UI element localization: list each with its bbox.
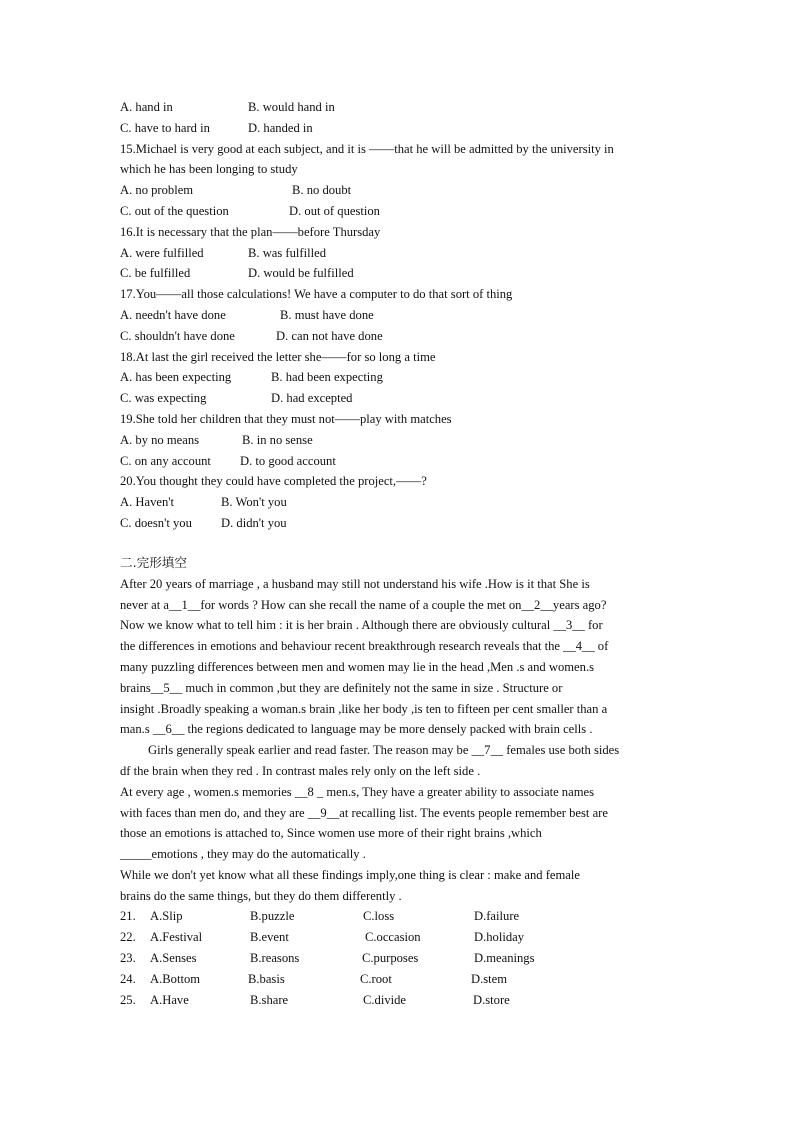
option-row — [120, 451, 680, 472]
option-row — [120, 326, 680, 347]
option-d: D. handed in — [248, 120, 313, 135]
option-c: C. on any account — [120, 453, 211, 468]
option-d: D. can not have done — [276, 328, 383, 343]
option-c: C. be fulfilled — [120, 266, 191, 281]
choice-a: A.Have — [150, 992, 189, 1007]
option-b: B. Won't you — [221, 495, 287, 510]
option-a: A. has been expecting — [120, 370, 232, 385]
option-row — [120, 97, 680, 118]
spacer — [120, 534, 680, 552]
option-row — [120, 118, 680, 139]
option-b: B. had been expecting — [271, 370, 383, 385]
choice-b: B.basis — [248, 971, 285, 986]
passage-line: Now we know what to tell him : it is her brain . Although there are obviously cultural __3__ for — [120, 618, 603, 633]
option-row — [120, 263, 680, 284]
question-18: 18.At last the girl received the letter she——for so long a time — [120, 349, 436, 364]
passage-line: While we don't yet know what all these findings imply,one thing is clear : make and female — [120, 867, 580, 882]
passage-line: insight .Broadly speaking a woman.s brain ,like her body ,is ten to fifteen per cent smaller than a — [120, 701, 608, 716]
passage-line: df the brain when they red . In contrast males rely only on the left side . — [120, 763, 481, 778]
choice-row — [120, 969, 680, 990]
option-a: A. were fulfilled — [120, 245, 204, 260]
option-c: C. shouldn't have done — [120, 328, 235, 343]
choice-a: A.Festival — [150, 930, 203, 945]
choice-d: D.meanings — [474, 951, 535, 966]
passage-line: the differences in emotions and behaviour recent breakthrough research reveals that the __4__ of — [120, 639, 609, 654]
choice-d: D.stem — [471, 971, 508, 986]
passage-line: man.s __6__ the regions dedicated to language may be more densely packed with brain cells . — [120, 722, 593, 737]
option-b: B. was fulfilled — [248, 245, 326, 260]
choice-b: B.share — [250, 992, 289, 1007]
option-row — [120, 243, 680, 264]
option-d: D. had excepted — [271, 391, 353, 406]
option-row — [120, 513, 680, 534]
option-b: B. no doubt — [292, 183, 352, 198]
choice-b: B.puzzle — [250, 909, 295, 924]
choice-number: 25. — [120, 992, 136, 1007]
question-15-cont: which he has been longing to study — [120, 162, 298, 177]
choice-number: 22. — [120, 930, 136, 945]
option-row — [120, 367, 680, 388]
option-a: A. needn't have done — [120, 307, 226, 322]
choice-b: B.reasons — [250, 951, 300, 966]
passage-line: those an emotions is attached to, Since women use more of their right brains ,which — [120, 826, 542, 841]
option-row — [120, 201, 680, 222]
question-17: 17.You——all those calculations! We have a computer to do that sort of thing — [120, 287, 513, 302]
choice-row — [120, 948, 680, 969]
passage-line: many puzzling differences between men and women may lie in the head ,Men .s and women.s — [120, 659, 594, 674]
passage-line: with faces than men do, and they are __9__at recalling list. The events people remember best are — [120, 805, 608, 820]
option-a: A. Haven't — [120, 495, 175, 510]
passage-line: never at a__1__for words ? How can she recall the name of a couple the met on__2__years ago? — [120, 597, 607, 612]
option-d: D. to good account — [240, 453, 336, 468]
choice-a: A.Bottom — [150, 971, 201, 986]
choice-d: D.store — [473, 992, 510, 1007]
passage-line: At every age , women.s memories __8 _ men.s, They have a greater ability to associate names — [120, 784, 594, 799]
question-15: 15.Michael is very good at each subject, and it is ——that he will be admitted by the university in — [120, 141, 614, 156]
choice-c: C.divide — [363, 992, 407, 1007]
option-row — [120, 388, 680, 409]
option-a: A. hand in — [120, 100, 173, 114]
choice-row — [120, 990, 680, 1011]
choice-row — [120, 927, 680, 948]
choice-d: D.failure — [474, 909, 520, 924]
option-b: B. would hand in — [248, 100, 335, 114]
choice-number: 21. — [120, 909, 136, 924]
option-a: A. no problem — [120, 183, 194, 198]
option-c: C. doesn't you — [120, 515, 192, 530]
option-row — [120, 180, 680, 201]
choice-c: C.occasion — [365, 930, 421, 945]
passage-line: _____emotions , they may do the automatically . — [120, 847, 366, 862]
choice-a: A.Senses — [150, 951, 197, 966]
passage-line: brains do the same things, but they do them differently . — [120, 888, 402, 903]
option-d: D. didn't you — [221, 515, 287, 530]
passage-line: After 20 years of marriage , a husband may still not understand his wife .How is it that She is — [120, 576, 590, 591]
choice-c: C.root — [360, 971, 392, 986]
option-d: D. out of question — [289, 203, 380, 218]
option-b: B. in no sense — [242, 432, 313, 447]
choice-c: C.purposes — [362, 951, 419, 966]
passage-line: Girls generally speak earlier and read faster. The reason may be __7__ females use both sides — [148, 743, 620, 758]
question-16: 16.It is necessary that the plan——before Thursday — [120, 224, 381, 239]
document-page — [120, 97, 680, 1010]
option-row — [120, 305, 680, 326]
option-d: D. would be fulfilled — [248, 266, 354, 281]
passage-line: brains__5__ much in common ,but they are definitely not the same in size . Structure or — [120, 680, 563, 695]
option-row — [120, 430, 680, 451]
section-title: 二.完形填空 — [120, 554, 187, 570]
choice-number: 23. — [120, 951, 136, 966]
option-b: B. must have done — [280, 307, 374, 322]
choice-row — [120, 906, 680, 927]
option-row — [120, 492, 680, 513]
option-c: C. have to hard in — [120, 120, 210, 135]
choice-b: B.event — [250, 930, 289, 945]
choice-a: A.Slip — [150, 909, 183, 924]
option-c: C. was expecting — [120, 391, 207, 406]
question-19: 19.She told her children that they must not——play with matches — [120, 411, 452, 426]
option-a: A. by no means — [120, 432, 200, 447]
choice-d: D.holiday — [474, 930, 525, 945]
option-c: C. out of the question — [120, 203, 229, 218]
choice-c: C.loss — [363, 909, 395, 924]
choice-number: 24. — [120, 971, 136, 986]
question-20: 20.You thought they could have completed the project,——? — [120, 474, 427, 489]
